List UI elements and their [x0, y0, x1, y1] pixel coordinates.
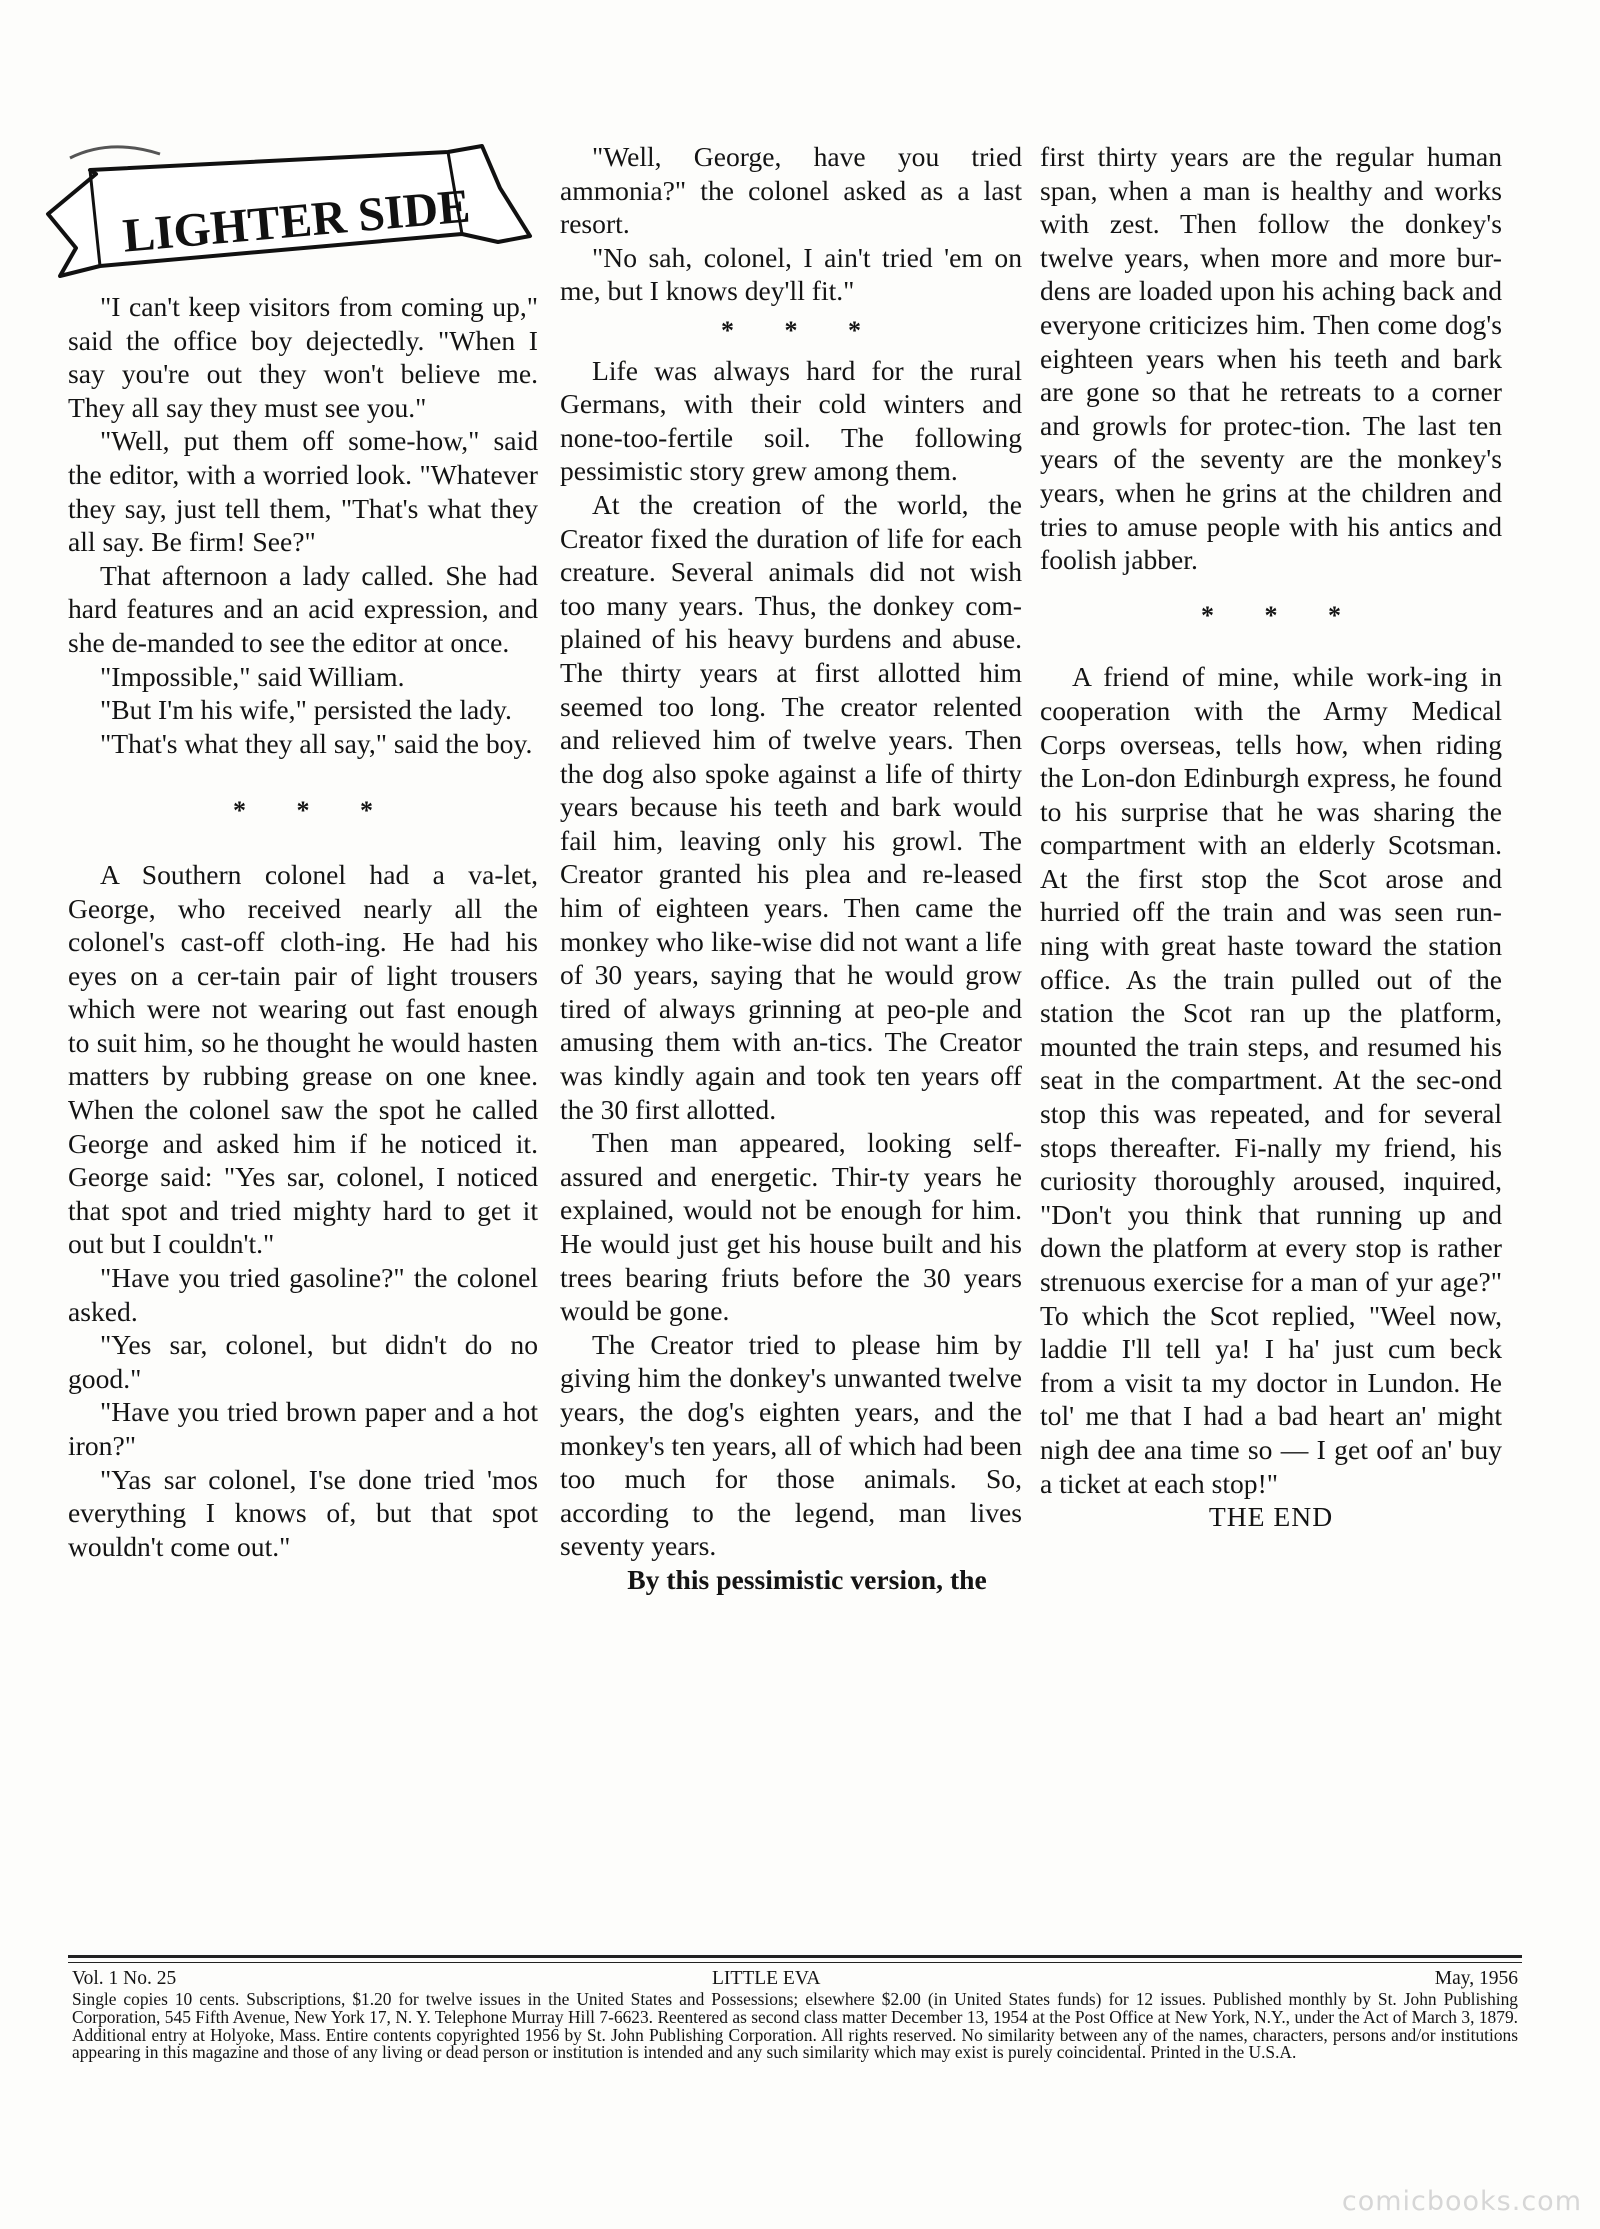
section-separator: * * *	[1201, 600, 1363, 630]
paragraph: "Have you tried brown paper and a hot iron?"	[68, 1396, 538, 1461]
paragraph: first thirty years are the regular human span, when a man is healthy and works with zest. Then follow the donkey's twelve years, when more and more bur-dens are loaded upon his aching back and everyone criticizes him. Then come dog's eighteen years when his teeth and bark are gone so that he retreats to a corner and growls for protec-tion. The last ten years of the seventy are the monkey's years, when he grins at the children and tries to amuse people with his antics and foolish jabber.	[1040, 141, 1502, 576]
paragraph: At the creation of the world, the Creator fixed the duration of life for each creature. Several animals did not wish too many years. Thus, the donkey com-plained of his heavy burdens and abuse. The thirty years at first allotted him seemed too long. The creator relented and relieved him of twelve years. Then the dog also spoke against a life of thirty years because his teeth and bark would fail him, leaving only his growl. The Creator granted his plea and re-leased him of eighteen years. Then came the monkey who like-wise did not want a life of 30 years, saying that he would grow tired of always grinning at peo-ple and amusing them with an-tics. The Creator was kindly again and took ten years off the 30 first allotted.	[560, 488, 1022, 1125]
paragraph: "That's what they all say," said the boy.	[100, 727, 533, 759]
paragraph: "But I'm his wife," persisted the lady.	[100, 694, 512, 726]
paragraph: "I can't keep visitors from coming up," said the office boy dejectedly. "When I say you're out they won't believe me. They all say they must see you."	[68, 291, 538, 423]
paragraph: "Impossible," said William.	[100, 660, 405, 692]
banner-title: LIGHTER SIDE	[120, 179, 473, 263]
lighter-side-banner	[30, 118, 550, 278]
paragraph: Then man appeared, looking self-assured and energetic. Thir-ty years he explained, would not be enough for him. He would just get his house built and his trees bearing friuts before the 30 years would be gone.	[560, 1127, 1022, 1327]
publication-notice: Single copies 10 cents. Subscriptions, $1.20 for twelve issues in the United States and Possessions; elsewhere $2.00 (in United States funds) for 12 issues. Published monthly by St. John Publishing Corporation, 545 Fifth Avenue, New York 17, N. Y. Telephone Murray Hill 7-6623. Reentered as second class matter December 13, 1954 at the Post Office at New York, N.Y., under the Act of March 3, 1879. Additional entry at Holyoke, Mass. Entire contents copyrighted 1956 by St. John Publishing Corporation. All rights reserved. No similarity between any of the names, characters, persons and/or institutions appearing in this magazine and those of any living or dead person or institution is intended and any such similarity which may exist is purely coincidental. Printed in the U.S.A.	[72, 1989, 1518, 2063]
footer-rule	[68, 1962, 1522, 1963]
paragraph: A friend of mine, while work-ing in cooperation with the Army Medical Corps overseas, tells how, when riding the Lon-don Edinburgh express, he found to his surprise that he was sharing the compartment with an elderly Scotsman. At the first stop the Scot arose and hurried off the train and was seen run-ning with great haste toward the station office. As the train pulled out of the station the Scot ran up the platform, mounted the train steps, and resumed his seat in the compartment. At the sec-ond stop this was repeated, and for several stops thereafter. Fi-nally my friend, his curiosity thoroughly aroused, inquired, "Don't you think that running up and down the platform at every stop is rather strenuous exercise for a man of yur age?" To which the Scot replied, "Weel now, laddie I'll tell ya! I ha' just cum beck from a visit ta my doctor in Lundon. He tol' me that I had a bad heart an' might nigh dee ana time so — I get oof an' buy a ticket at each stop!"	[1040, 661, 1502, 1499]
column-2	[560, 140, 1022, 1597]
paragraph: Life was always hard for the rural Germans, with their cold winters and none-too-fertile soil. The following pessimistic story grew among them.	[560, 354, 1022, 487]
paragraph: "No sah, colonel, I ain't tried 'em on me, but I knows dey'll fit."	[560, 241, 1022, 307]
watermark: comicbooks.com	[1341, 2186, 1582, 2217]
section-separator: * * *	[721, 315, 883, 345]
paragraph: "Have you tried gasoline?" the colonel asked.	[68, 1262, 538, 1327]
column-1	[68, 290, 538, 1563]
section-separator: * * *	[233, 796, 395, 826]
the-end: THE END	[1208, 1501, 1334, 1533]
column-3	[1040, 140, 1502, 1534]
paragraph: A Southern colonel had a va-let, George, who received nearly all the colonel's cast-off cloth-ing. He had his eyes on a cer-tain pair of light trousers which were not wearing out fast enough to suit him, so he thought he would hasten matters by rubbing grease on one knee. When the colonel saw the spot he called George and asked him if he noticed it. George said: "Yes sar, colonel, I noticed that spot and tried mighty hard to get it out but I couldn't."	[68, 858, 538, 1260]
paragraph: "Yas sar colonel, I'se done tried 'mos everything I knows of, but that spot wouldn't come out."	[68, 1463, 538, 1562]
paragraph: "Well, put them off some-how," said the editor, with a worried look. "Whatever they say, just tell them, "That's what they all say. Be firm! See?"	[68, 425, 538, 558]
paragraph: That afternoon a lady called. She had hard features and an acid expression, and she de-manded to see the editor at once.	[68, 559, 538, 658]
volume-number: Vol. 1 No. 25	[72, 1968, 177, 1989]
issue-date: May, 1956	[1434, 1968, 1518, 1989]
paragraph: "Well, George, have you tried ammonia?" the colonel asked as a last resort.	[560, 141, 1022, 240]
paragraph: "Yes sar, colonel, but didn't do no good."	[68, 1329, 538, 1394]
magazine-title: LITTLE EVA	[712, 1968, 821, 1989]
paragraph: By this pessimistic version, the	[627, 1563, 987, 1595]
footer-rule	[68, 1955, 1522, 1958]
paragraph: The Creator tried to please him by giving him the donkey's unwanted twelve years, the dog's eighten years, and the monkey's ten years, all of which had been too much for those animals. So, according to the legend, man lives seventy years.	[560, 1328, 1022, 1562]
